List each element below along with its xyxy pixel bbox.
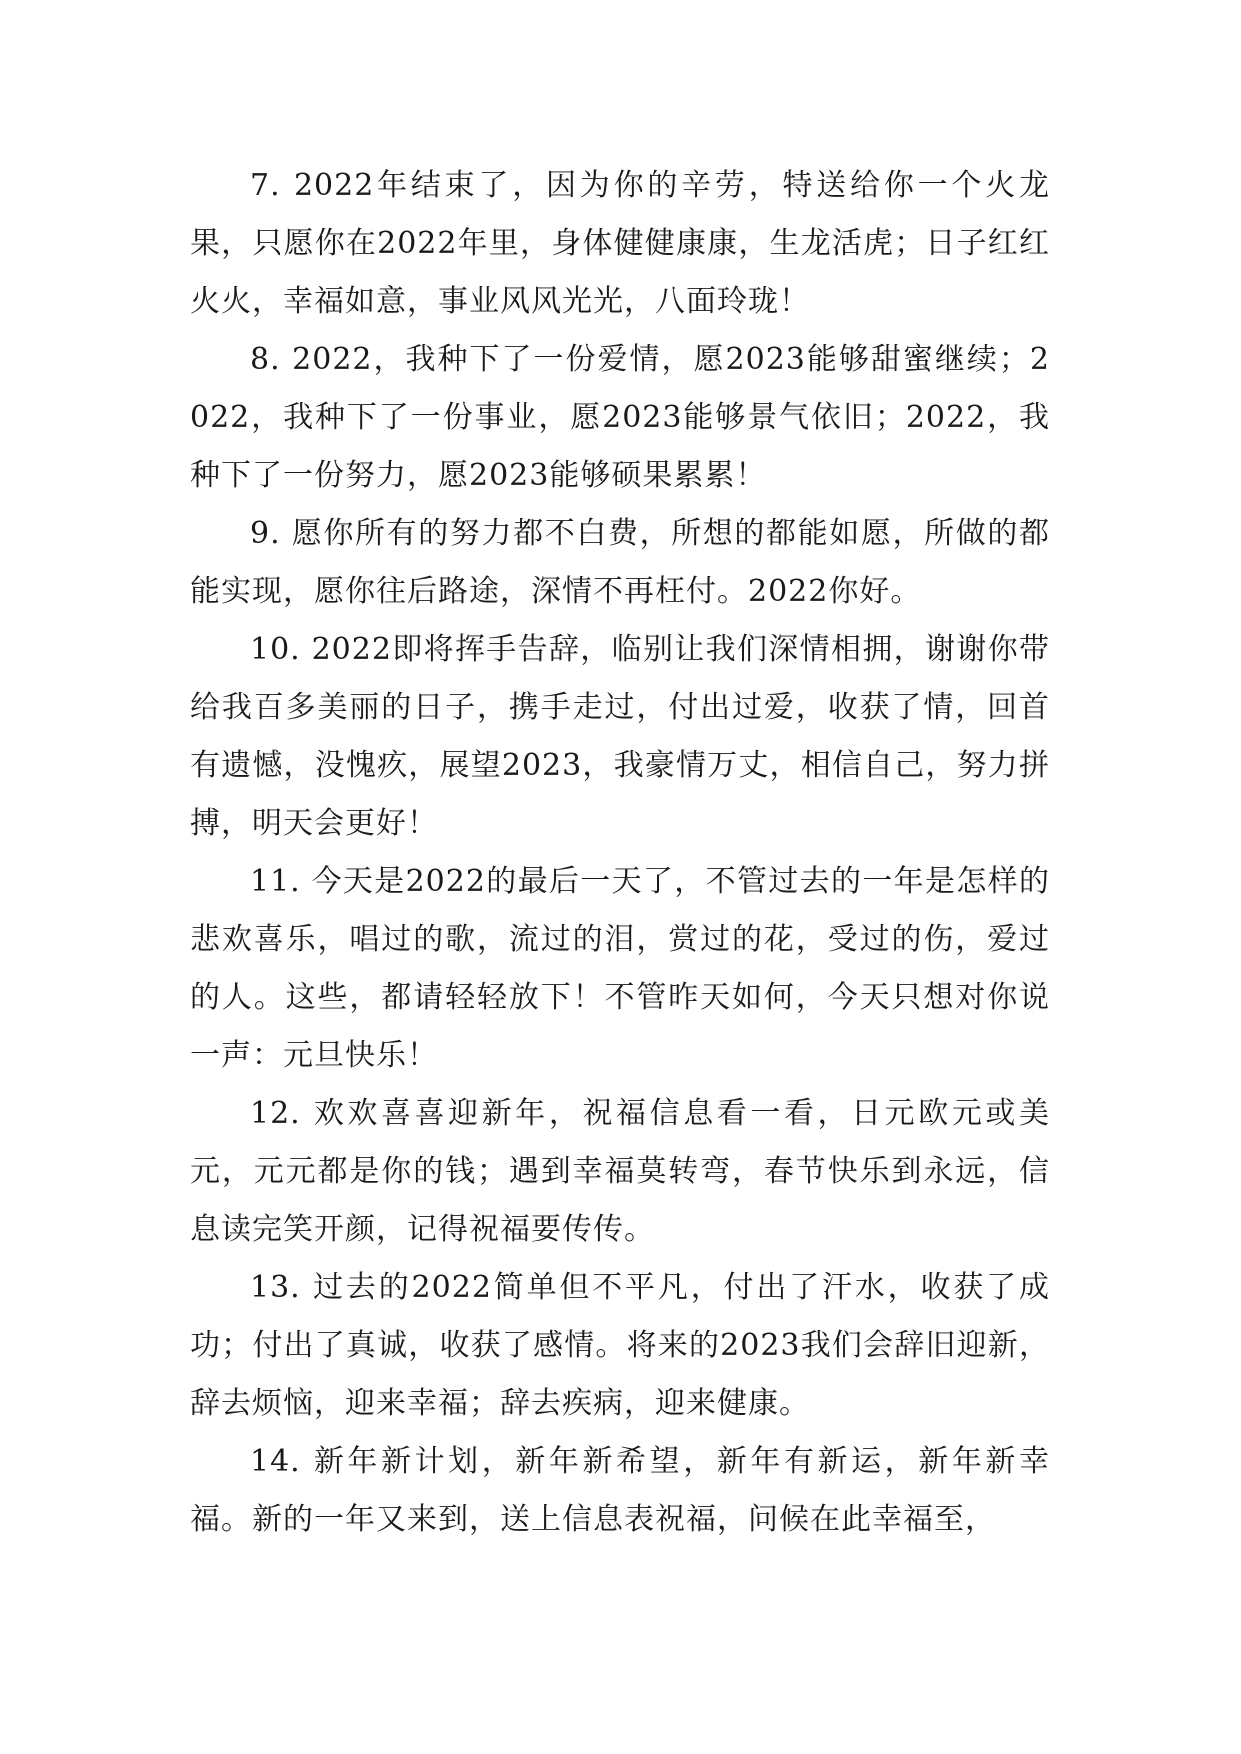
document-body <box>190 157 1050 1549</box>
paragraph-8: 8. 2022，我种下了一份爱情，愿2023能够甜蜜继续；2022，我种下了一份事业，愿2023能够景气依旧；2022，我种下了一份努力，愿2023能够硕果累累！ <box>190 342 1050 493</box>
paragraph-10: 10. 2022即将挥手告辞，临别让我们深情相拥，谢谢你带给我百多美丽的日子，携手走过，付出过爱，收获了情，回首有遗憾，没愧疚，展望2023，我豪情万丈，相信自己，努力拼搏，明天会更好！ <box>190 632 1050 841</box>
paragraph-9: 9. 愿你所有的努力都不白费，所想的都能如愿，所做的都能实现，愿你往后路途，深情不再枉付。2022你好。 <box>190 516 1050 609</box>
paragraph-12: 12. 欢欢喜喜迎新年，祝福信息看一看，日元欧元或美元，元元都是你的钱；遇到幸福莫转弯，春节快乐到永远，信息读完笑开颜，记得祝福要传传。 <box>190 1096 1050 1247</box>
paragraph-7: 7. 2022年结束了，因为你的辛劳，特送给你一个火龙果，只愿你在2022年里，身体健健康康，生龙活虎；日子红红火火，幸福如意，事业风风光光，八面玲珑！ <box>190 168 1050 319</box>
paragraph-11: 11. 今天是2022的最后一天了，不管过去的一年是怎样的悲欢喜乐，唱过的歌，流过的泪，赏过的花，受过的伤，爱过的人。这些，都请轻轻放下！不管昨天如何，今天只想对你说一声：元旦快乐！ <box>190 864 1050 1073</box>
paragraph-14: 14. 新年新计划，新年新希望，新年有新运，新年新幸福。新的一年又来到，送上信息表祝福，问候在此幸福至， <box>190 1444 1050 1537</box>
paragraph-13: 13. 过去的2022简单但不平凡，付出了汗水，收获了成功；付出了真诚，收获了感情。将来的2023我们会辞旧迎新，辞去烦恼，迎来幸福；辞去疾病，迎来健康。 <box>190 1270 1050 1421</box>
